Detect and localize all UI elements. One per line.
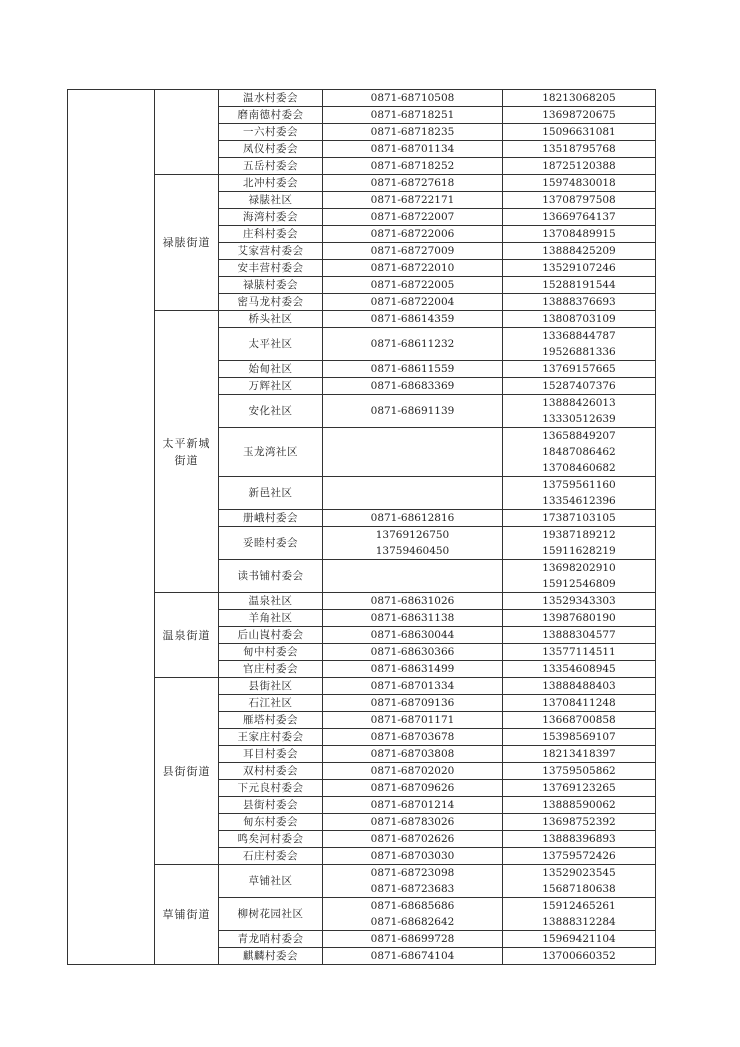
landline-number: 0871-68723098 xyxy=(370,867,455,879)
table-row xyxy=(68,865,656,898)
mobile-number: 13888425209 xyxy=(542,245,616,257)
landline-cell xyxy=(323,243,503,260)
street-name: 温泉街道 xyxy=(155,593,219,678)
landline-cell xyxy=(323,729,503,746)
landline-number: 0871-68691139 xyxy=(370,405,455,417)
landline-cell xyxy=(323,831,503,848)
unit-name: 禄脿社区 xyxy=(219,192,323,209)
mobile-cell xyxy=(503,695,656,712)
unit-name: 甸东村委会 xyxy=(219,814,323,831)
mobile-number: 13759561160 xyxy=(542,479,616,491)
unit-name: 青龙哨村委会 xyxy=(219,931,323,948)
unit-name: 下元良村委会 xyxy=(219,780,323,797)
landline-cell xyxy=(323,593,503,610)
landline-cell xyxy=(323,610,503,627)
unit-name: 艾家营村委会 xyxy=(219,243,323,260)
street-name: 禄脿街道 xyxy=(155,175,219,311)
landline-cell xyxy=(323,294,503,311)
landline-number: 0871-68683369 xyxy=(370,380,455,392)
landline-number: 0871-68703030 xyxy=(370,850,455,862)
landline-number: 0871-68685686 xyxy=(370,900,455,912)
mobile-cell xyxy=(503,209,656,226)
mobile-cell xyxy=(503,527,656,560)
mobile-number: 15288191544 xyxy=(542,279,616,291)
mobile-cell xyxy=(503,797,656,814)
landline-number: 0871-68701214 xyxy=(370,799,455,811)
street-name: 草铺街道 xyxy=(155,865,219,965)
mobile-cell xyxy=(503,865,656,898)
landline-cell xyxy=(323,712,503,729)
landline-number: 0871-68727009 xyxy=(370,245,455,257)
mobile-cell xyxy=(503,124,656,141)
mobile-number: 13888590062 xyxy=(542,799,616,811)
mobile-cell xyxy=(503,158,656,175)
unit-name: 王家庄村委会 xyxy=(219,729,323,746)
mobile-number: 13698752392 xyxy=(542,816,616,828)
landline-number: 0871-68709136 xyxy=(370,697,455,709)
landline-cell xyxy=(323,378,503,395)
landline-cell xyxy=(323,931,503,948)
unit-name: 万辉社区 xyxy=(219,378,323,395)
mobile-number: 13987680190 xyxy=(542,612,616,624)
mobile-number: 13529107246 xyxy=(542,262,616,274)
landline-number: 0871-68701171 xyxy=(370,714,455,726)
mobile-number: 13518795768 xyxy=(542,143,616,155)
mobile-cell xyxy=(503,712,656,729)
mobile-number: 13888304577 xyxy=(542,629,616,641)
unit-name: 一六村委会 xyxy=(219,124,323,141)
table-row xyxy=(68,90,656,107)
unit-name: 安丰营村委会 xyxy=(219,260,323,277)
unit-name: 县街社区 xyxy=(219,678,323,695)
landline-number: 0871-68631138 xyxy=(370,612,455,624)
mobile-number: 15912546809 xyxy=(542,578,616,590)
landline-cell xyxy=(323,746,503,763)
landline-cell xyxy=(323,428,503,477)
unit-name: 官庄村委会 xyxy=(219,661,323,678)
unit-name: 禄脿村委会 xyxy=(219,277,323,294)
landline-cell xyxy=(323,477,503,510)
mobile-cell xyxy=(503,107,656,124)
landline-number: 0871-68630366 xyxy=(370,646,455,658)
mobile-number: 13708797508 xyxy=(542,194,616,206)
landline-cell xyxy=(323,328,503,361)
mobile-number: 13698720675 xyxy=(542,109,616,121)
landline-cell xyxy=(323,175,503,192)
mobile-cell xyxy=(503,175,656,192)
landline-number: 0871-68630044 xyxy=(370,629,455,641)
landline-cell xyxy=(323,141,503,158)
mobile-number: 15687180638 xyxy=(542,883,616,895)
landline-number: 0871-68611559 xyxy=(370,363,455,375)
mobile-cell xyxy=(503,428,656,477)
landline-cell xyxy=(323,678,503,695)
landline-number: 0871-68674104 xyxy=(370,950,455,962)
landline-number: 0871-68703808 xyxy=(370,748,455,760)
landline-number: 0871-68722010 xyxy=(370,262,455,274)
mobile-number: 13888488403 xyxy=(542,680,616,692)
mobile-number: 13708489915 xyxy=(542,228,616,240)
mobile-number: 13888312284 xyxy=(542,916,616,928)
landline-number: 0871-68723683 xyxy=(370,883,455,895)
unit-name: 石庄村委会 xyxy=(219,848,323,865)
mobile-number: 13529023545 xyxy=(542,867,616,879)
mobile-number: 13368844787 xyxy=(542,330,616,342)
mobile-cell xyxy=(503,948,656,965)
street-name: 太平新城街道 xyxy=(155,311,219,593)
landline-cell xyxy=(323,260,503,277)
mobile-cell xyxy=(503,746,656,763)
landline-cell xyxy=(323,124,503,141)
mobile-cell xyxy=(503,243,656,260)
mobile-number: 13708460682 xyxy=(542,462,616,474)
mobile-cell xyxy=(503,661,656,678)
landline-number: 0871-68722171 xyxy=(370,194,455,206)
mobile-number: 13529343303 xyxy=(542,595,616,607)
unit-name: 太平社区 xyxy=(219,328,323,361)
mobile-cell xyxy=(503,477,656,510)
landline-number: 0871-68727618 xyxy=(370,177,455,189)
mobile-number: 13669764137 xyxy=(542,211,616,223)
unit-name: 玉龙湾社区 xyxy=(219,428,323,477)
landline-cell xyxy=(323,209,503,226)
mobile-cell xyxy=(503,328,656,361)
district-cell xyxy=(68,90,155,965)
unit-name: 双村村委会 xyxy=(219,763,323,780)
unit-name: 鸣矣河村委会 xyxy=(219,831,323,848)
table-row xyxy=(68,593,656,610)
unit-name: 密马龙村委会 xyxy=(219,294,323,311)
landline-cell xyxy=(323,311,503,328)
unit-name: 温泉社区 xyxy=(219,593,323,610)
mobile-cell xyxy=(503,260,656,277)
landline-cell xyxy=(323,226,503,243)
mobile-cell xyxy=(503,277,656,294)
landline-number: 0871-68631499 xyxy=(370,663,455,675)
unit-name: 妥睦村委会 xyxy=(219,527,323,560)
unit-name: 五岳村委会 xyxy=(219,158,323,175)
landline-cell xyxy=(323,627,503,644)
landline-number: 0871-68710508 xyxy=(370,92,455,104)
table-row xyxy=(68,311,656,328)
unit-name: 海湾村委会 xyxy=(219,209,323,226)
mobile-number: 15969421104 xyxy=(542,933,616,945)
unit-name: 甸中村委会 xyxy=(219,644,323,661)
landline-number: 0871-68702020 xyxy=(370,765,455,777)
landline-number: 0871-68701334 xyxy=(370,680,455,692)
landline-cell xyxy=(323,763,503,780)
unit-name: 庄科村委会 xyxy=(219,226,323,243)
street-name xyxy=(155,90,219,175)
mobile-cell xyxy=(503,311,656,328)
landline-cell xyxy=(323,158,503,175)
landline-number: 0871-68709626 xyxy=(370,782,455,794)
unit-name: 温水村委会 xyxy=(219,90,323,107)
landline-number: 0871-68701134 xyxy=(370,143,455,155)
landline-number: 0871-68722004 xyxy=(370,296,455,308)
unit-name: 石江社区 xyxy=(219,695,323,712)
mobile-cell xyxy=(503,141,656,158)
mobile-number: 13700660352 xyxy=(542,950,616,962)
landline-number: 13759460450 xyxy=(375,545,450,557)
mobile-number: 18213068205 xyxy=(542,92,616,104)
mobile-cell xyxy=(503,361,656,378)
unit-name: 柳树花园社区 xyxy=(219,898,323,931)
mobile-cell xyxy=(503,510,656,527)
mobile-number: 15398569107 xyxy=(542,731,616,743)
unit-name: 桥头社区 xyxy=(219,311,323,328)
landline-number: 0871-68611232 xyxy=(370,338,455,350)
mobile-number: 13759505862 xyxy=(542,765,616,777)
landline-number: 0871-68718235 xyxy=(370,126,455,138)
contacts-table xyxy=(67,89,656,965)
mobile-cell xyxy=(503,814,656,831)
landline-number: 0871-68703678 xyxy=(370,731,455,743)
unit-name: 安化社区 xyxy=(219,395,323,428)
mobile-number: 13577114511 xyxy=(542,646,616,658)
landline-number: 13769126750 xyxy=(375,529,450,541)
mobile-number: 13888426013 xyxy=(542,397,616,409)
mobile-number: 13658849207 xyxy=(542,430,616,442)
landline-cell xyxy=(323,644,503,661)
mobile-number: 13888376693 xyxy=(542,296,616,308)
mobile-number: 13698202910 xyxy=(542,562,616,574)
mobile-cell xyxy=(503,627,656,644)
unit-name: 麒麟村委会 xyxy=(219,948,323,965)
landline-cell xyxy=(323,510,503,527)
mobile-number: 13888396893 xyxy=(542,833,616,845)
landline-cell xyxy=(323,560,503,593)
mobile-number: 13354612396 xyxy=(542,495,616,507)
landline-cell xyxy=(323,865,503,898)
mobile-number: 17387103105 xyxy=(542,512,616,524)
landline-number: 0871-68699728 xyxy=(370,933,455,945)
landline-cell xyxy=(323,797,503,814)
landline-cell xyxy=(323,848,503,865)
unit-name: 读书铺村委会 xyxy=(219,560,323,593)
landline-number: 0871-68718252 xyxy=(370,160,455,172)
landline-number: 0871-68722007 xyxy=(370,211,455,223)
landline-cell xyxy=(323,527,503,560)
mobile-cell xyxy=(503,678,656,695)
mobile-number: 15912465261 xyxy=(542,900,616,912)
mobile-number: 19387189212 xyxy=(542,529,616,541)
landline-cell xyxy=(323,107,503,124)
mobile-cell xyxy=(503,560,656,593)
mobile-number: 18487086462 xyxy=(542,446,616,458)
landline-cell xyxy=(323,695,503,712)
mobile-cell xyxy=(503,931,656,948)
mobile-cell xyxy=(503,763,656,780)
landline-number: 0871-68614359 xyxy=(370,313,455,325)
unit-name: 羊角社区 xyxy=(219,610,323,627)
unit-name: 雁塔村委会 xyxy=(219,712,323,729)
landline-cell xyxy=(323,192,503,209)
mobile-cell xyxy=(503,90,656,107)
mobile-cell xyxy=(503,294,656,311)
landline-cell xyxy=(323,814,503,831)
mobile-cell xyxy=(503,644,656,661)
mobile-number: 15911628219 xyxy=(542,545,616,557)
contact-sheet xyxy=(67,89,655,965)
landline-cell xyxy=(323,898,503,931)
mobile-number: 18213418397 xyxy=(542,748,616,760)
landline-number: 0871-68718251 xyxy=(370,109,455,121)
landline-cell xyxy=(323,948,503,965)
mobile-number: 13769157665 xyxy=(542,363,616,375)
landline-number: 0871-68612816 xyxy=(370,512,455,524)
mobile-number: 13354608945 xyxy=(542,663,616,675)
mobile-number: 13330512639 xyxy=(542,413,616,425)
mobile-number: 15974830018 xyxy=(542,177,616,189)
landline-cell xyxy=(323,780,503,797)
mobile-number: 13668700858 xyxy=(542,714,616,726)
unit-name: 县街村委会 xyxy=(219,797,323,814)
landline-cell xyxy=(323,361,503,378)
mobile-cell xyxy=(503,848,656,865)
mobile-number: 13708411248 xyxy=(542,697,616,709)
unit-name: 耳目村委会 xyxy=(219,746,323,763)
mobile-number: 13808703109 xyxy=(542,313,616,325)
landline-number: 0871-68783026 xyxy=(370,816,455,828)
mobile-cell xyxy=(503,610,656,627)
landline-number: 0871-68722006 xyxy=(370,228,455,240)
unit-name: 后山崀村委会 xyxy=(219,627,323,644)
mobile-number: 15287407376 xyxy=(542,380,616,392)
table-row xyxy=(68,175,656,192)
street-name: 县街街道 xyxy=(155,678,219,865)
mobile-cell xyxy=(503,226,656,243)
unit-name: 始甸社区 xyxy=(219,361,323,378)
unit-name: 草铺社区 xyxy=(219,865,323,898)
mobile-number: 13759572426 xyxy=(542,850,616,862)
mobile-cell xyxy=(503,593,656,610)
mobile-number: 19526881336 xyxy=(542,346,616,358)
mobile-cell xyxy=(503,378,656,395)
mobile-cell xyxy=(503,780,656,797)
unit-name: 北冲村委会 xyxy=(219,175,323,192)
unit-name: 凤仪村委会 xyxy=(219,141,323,158)
unit-name: 磨南德村委会 xyxy=(219,107,323,124)
landline-number: 0871-68722005 xyxy=(370,279,455,291)
mobile-cell xyxy=(503,831,656,848)
mobile-cell xyxy=(503,898,656,931)
landline-cell xyxy=(323,90,503,107)
landline-cell xyxy=(323,277,503,294)
mobile-cell xyxy=(503,192,656,209)
unit-name: 册峨村委会 xyxy=(219,510,323,527)
mobile-number: 15096631081 xyxy=(542,126,616,138)
mobile-number: 18725120388 xyxy=(542,160,616,172)
landline-cell xyxy=(323,395,503,428)
table-row xyxy=(68,678,656,695)
landline-number: 0871-68631026 xyxy=(370,595,455,607)
mobile-cell xyxy=(503,729,656,746)
unit-name: 新邑社区 xyxy=(219,477,323,510)
landline-number: 0871-68682642 xyxy=(370,916,455,928)
landline-number: 0871-68702626 xyxy=(370,833,455,845)
mobile-cell xyxy=(503,395,656,428)
mobile-number: 13769123265 xyxy=(542,782,616,794)
landline-cell xyxy=(323,661,503,678)
